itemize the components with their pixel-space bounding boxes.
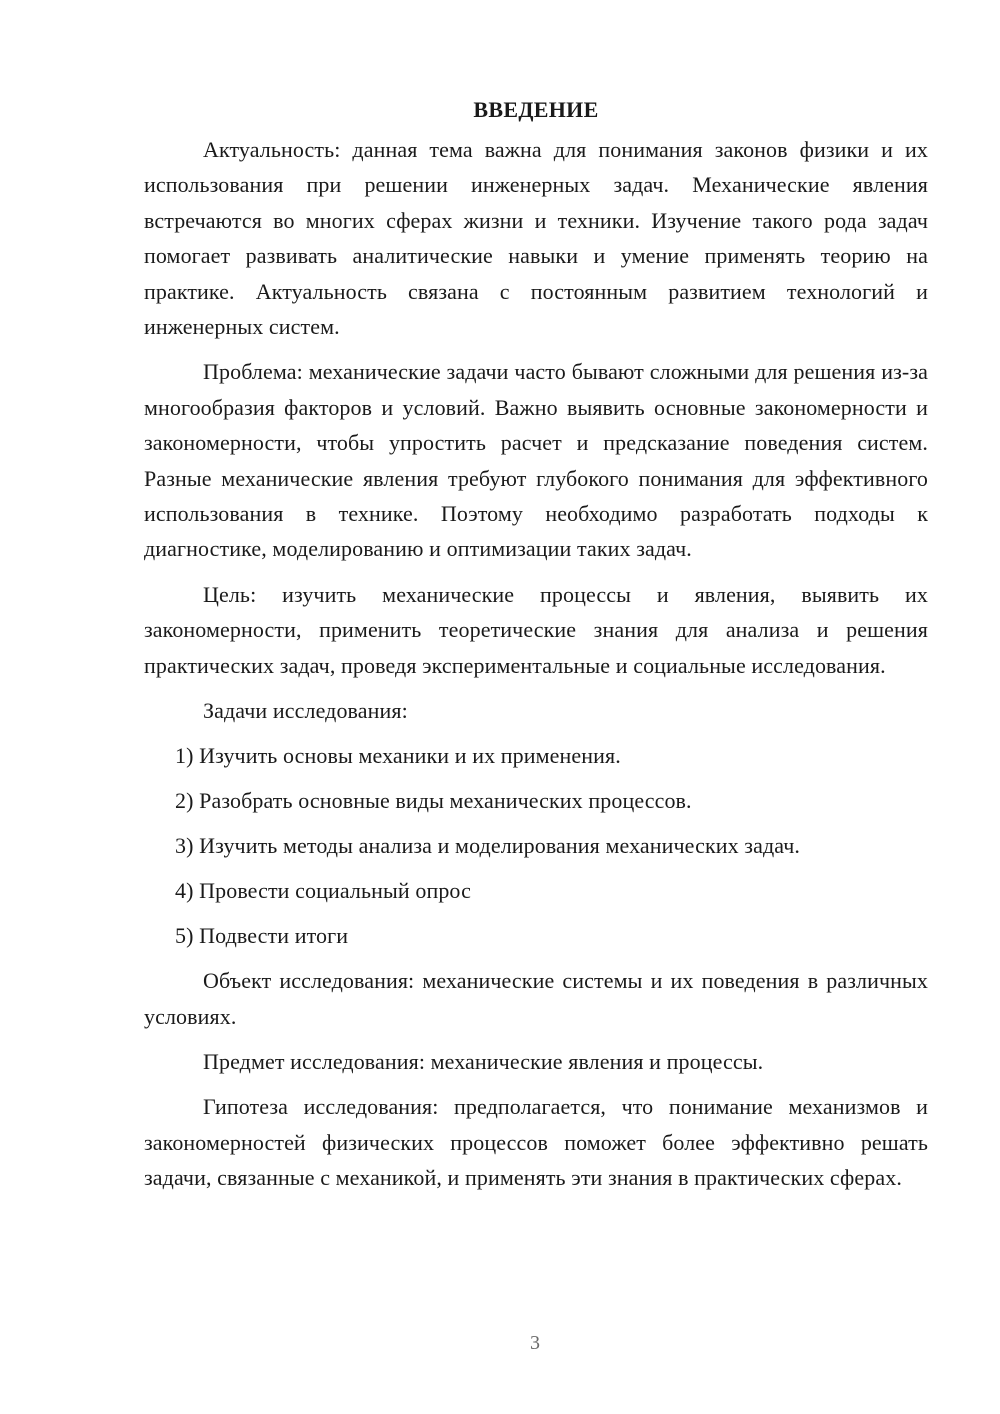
list-item: 1) Изучить основы механики и их применения. bbox=[175, 743, 621, 769]
list-item: 4) Провести социальный опрос bbox=[175, 878, 471, 904]
problem-paragraph: Проблема: механические задачи часто бывают сложными для решения из-за многообразия факторов и условий. Важно выявить основные закономерности и закономерности, чтобы упростить расчет и предсказание поведения систем. Разные механические явления требуют глубокого понимания для эффективного использования в технике. Поэтому необходимо разработать подходы к диагностике, моделированию и оптимизации таких задач. bbox=[144, 359, 928, 562]
relevance-paragraph: Актуальность: данная тема важна для понимания законов физики и их использования при решении инженерных задач. Механические явления встречаются во многих сферах жизни и техники. Изучение такого рода задач помогает развивать аналитические навыки и умение применять теорию на практике. Актуальность связана с постоянным развитием технологий и инженерных систем. bbox=[144, 137, 928, 340]
hypothesis-paragraph: Гипотеза исследования: предполагается, что понимание механизмов и закономерностей физических процессов поможет более эффективно решать задачи, связанные с механикой, и применять эти знания в практических сферах. bbox=[144, 1094, 928, 1191]
subject-paragraph: Предмет исследования: механические явления и процессы. bbox=[203, 1048, 764, 1074]
list-item: 5) Подвести итоги bbox=[175, 923, 349, 949]
list-item: 3) Изучить методы анализа и моделирования механических задач. bbox=[175, 833, 800, 859]
object-paragraph: Объект исследования: механические системы и их поведения в различных условиях. bbox=[144, 968, 928, 1029]
list-item: 2) Разобрать основные виды механических процессов. bbox=[175, 788, 692, 814]
page-number: 3 bbox=[530, 1332, 540, 1354]
section-heading: ВВЕДЕНИЕ bbox=[473, 97, 599, 122]
tasks-title: Задачи исследования: bbox=[203, 698, 408, 724]
goal-paragraph: Цель: изучить механические процессы и явления, выявить их закономерности, применить теоретические знания для анализа и решения практических задач, проведя экспериментальные и социальные исследования. bbox=[144, 581, 928, 678]
tasks-list bbox=[144, 738, 928, 953]
document-page bbox=[144, 92, 928, 1206]
